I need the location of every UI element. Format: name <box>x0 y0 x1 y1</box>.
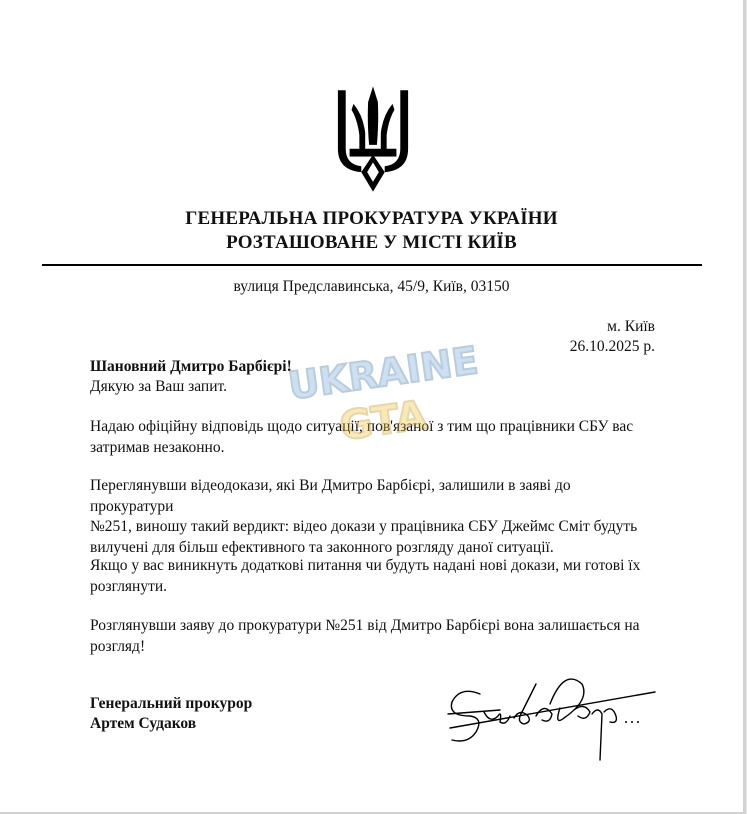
paragraph-3 <box>90 556 650 597</box>
organization-address: вулиця Предславинська, 45/9, Київ, 03150 <box>233 278 510 295</box>
watermark-line2: GTA <box>336 392 430 450</box>
paragraph-line: Переглянувши відеодокази, які Ви Дмитро Барбієрі, залишили в заяві до прокуратури <box>90 477 571 515</box>
thanks-line: Дякую за Ваш запит. <box>90 378 227 395</box>
handwritten-signature <box>440 664 670 764</box>
paragraph-line: №251, виношу такий вердикт: відео докази у працівника СБУ Джеймс Сміт будуть <box>90 518 638 535</box>
paragraph-line: Розглянувши заяву до прокуратури №251 від Дмитро Барбієрі вона залишається на <box>90 617 640 634</box>
paragraph-line: розглянути. <box>90 577 168 595</box>
organization-name: ГЕНЕРАЛЬНА ПРОКУРАТУРА УКРАЇНИ <box>185 208 558 229</box>
signatory-title: Генеральний прокурор <box>90 695 253 712</box>
salutation: Шановний Дмитро Барбієрі! <box>90 358 292 375</box>
paragraph-2 <box>90 476 650 558</box>
paragraph-line: Надаю офіційну відповідь щодо ситуації, пов'язаної з тим що працівники СБУ вас <box>90 418 634 435</box>
letter-date: 26.10.2025 р. <box>569 338 655 355</box>
paragraph-line: розгляд! <box>90 637 146 655</box>
organization-location: РОЗТАШОВАНЕ У МІСТІ КИЇВ <box>226 232 517 253</box>
paragraph-line: вилучені для більш ефективного та законного розгляду даної ситуації. <box>90 538 554 556</box>
signatory-name: Артем Судаков <box>90 715 197 732</box>
paragraph-line: Якщо у вас виникнуть додаткові питання чи будуть надані нові докази, ми готові їх <box>90 557 641 574</box>
paragraph-4 <box>90 616 650 657</box>
header-divider <box>42 264 702 266</box>
paragraph-line: затримав незаконно. <box>90 438 225 456</box>
trident-emblem-icon <box>334 84 412 194</box>
watermark-logo <box>275 336 495 456</box>
watermark-line1: UKRAINE <box>285 338 481 409</box>
letter-city: м. Київ <box>607 318 655 335</box>
